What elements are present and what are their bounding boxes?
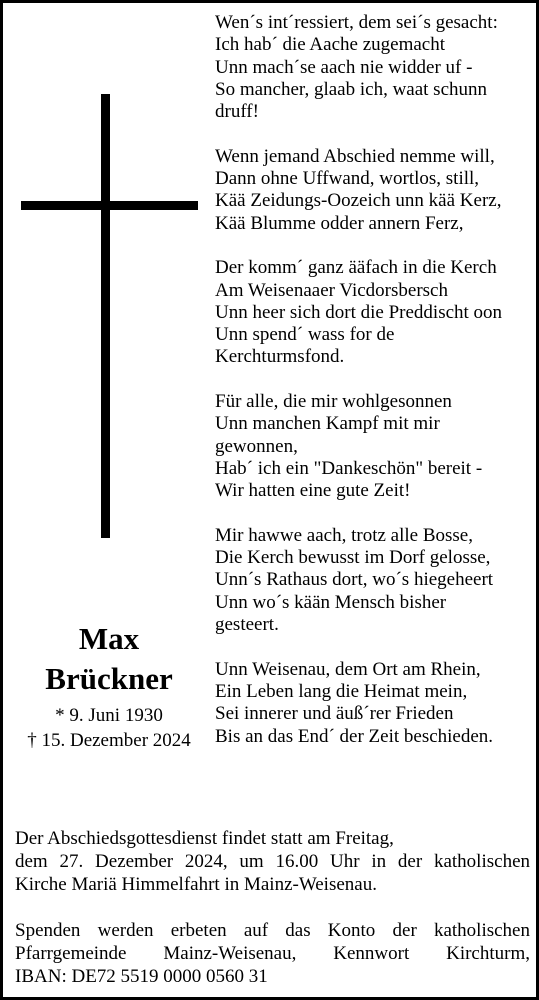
poem-line: Hab´ ich ein "Dankeschön" bereit - bbox=[215, 457, 483, 479]
poem-stanza-1 bbox=[215, 12, 535, 123]
notice-details bbox=[15, 827, 530, 988]
poem-stanza-3 bbox=[215, 257, 535, 368]
service-line: Kirche Mariä Himmelfahrt in Mainz-Weisenau. bbox=[15, 874, 377, 895]
cross-horizontal-bar bbox=[21, 201, 198, 210]
service-info bbox=[15, 827, 530, 896]
poem-line: Bis an das End´ der Zeit beschieden. bbox=[215, 725, 494, 747]
death-date: † 15. Dezember 2024 bbox=[27, 730, 191, 751]
poem-stanza-5 bbox=[215, 525, 535, 636]
poem-line: Für alle, die mir wohlgesonnen bbox=[215, 391, 452, 413]
donation-line: Spenden werden erbeten auf das Konto der katholischen bbox=[15, 920, 530, 941]
poem-line: Dann ohne Uffwand, wortlos, still, bbox=[215, 168, 480, 190]
poem-line: Kää Zeidungs-Oozeich unn kää Kerz, bbox=[215, 190, 502, 212]
poem-line: druff! bbox=[215, 101, 259, 123]
birth-date: * 9. Juni 1930 bbox=[55, 705, 163, 726]
service-line: Der Abschiedsgottesdienst findet statt am Freitag, bbox=[15, 828, 394, 849]
first-name: Max bbox=[78, 621, 140, 656]
poem-line: Unn heer sich dort die Preddischt oon bbox=[215, 301, 503, 323]
deceased-name bbox=[3, 619, 215, 699]
poem-stanza-4 bbox=[215, 391, 535, 502]
poem-line: Unn mach´se aach nie widder uf - bbox=[215, 56, 473, 78]
poem-line: So mancher, glaab ich, waat schunn bbox=[215, 78, 488, 100]
poem bbox=[215, 12, 535, 748]
poem-line: Der komm´ ganz ääfach in die Kerch bbox=[215, 257, 497, 279]
donation-info bbox=[15, 919, 530, 988]
poem-line: gesteert. bbox=[215, 614, 279, 636]
poem-stanza-2 bbox=[215, 146, 535, 235]
poem-line: Unn spend´ wass for de bbox=[215, 324, 395, 346]
poem-line: Ich hab´ die Aache zugemacht bbox=[215, 34, 445, 56]
poem-line: Wenn jemand Abschied nemme will, bbox=[215, 145, 495, 167]
poem-line: Sei innerer und äuß´rer Frieden bbox=[215, 703, 454, 725]
poem-line: Kerchturmsfond. bbox=[215, 346, 345, 368]
poem-line: Wen´s int´ressiert, dem sei´s gesacht: bbox=[215, 12, 498, 33]
poem-line: gewonnen, bbox=[215, 435, 298, 457]
donation-line: IBAN: DE72 5519 0000 0560 31 bbox=[15, 966, 268, 987]
life-dates bbox=[3, 703, 215, 753]
poem-stanza-6 bbox=[215, 659, 535, 748]
poem-line: Unn wo´s kään Mensch bisher bbox=[215, 591, 447, 613]
poem-line: Ein Leben lang die Heimat mein, bbox=[215, 680, 468, 702]
poem-line: Die Kerch bewusst im Dorf gelosse, bbox=[215, 547, 491, 569]
poem-line: Mir hawwe aach, trotz alle Bosse, bbox=[215, 524, 473, 546]
poem-line: Kää Blumme odder annern Ferz, bbox=[215, 212, 464, 234]
service-line: dem 27. Dezember 2024, um 16.00 Uhr in der katholischen bbox=[15, 851, 530, 872]
poem-line: Wir hatten eine gute Zeit! bbox=[215, 480, 411, 502]
poem-line: Am Weisenaaer Vicdorsbersch bbox=[215, 279, 448, 301]
poem-line: Unn manchen Kampf mit mir bbox=[215, 413, 440, 435]
poem-line: Unn´s Rathaus dort, wo´s hiegeheert bbox=[215, 569, 494, 591]
donation-line: Pfarrgemeinde Mainz-Weisenau, Kennwort Kirchturm, bbox=[15, 943, 530, 964]
cross-vertical-bar bbox=[101, 94, 110, 538]
poem-line: Unn Weisenau, dem Ort am Rhein, bbox=[215, 658, 481, 680]
last-name: Brückner bbox=[45, 661, 173, 696]
